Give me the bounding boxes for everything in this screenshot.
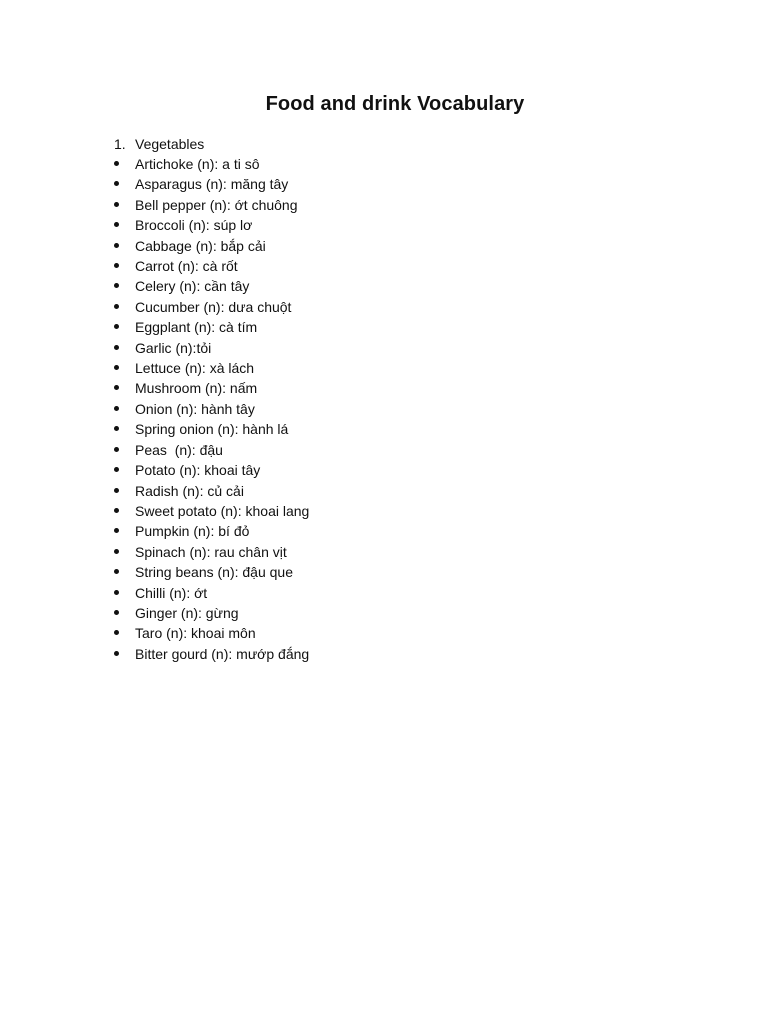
bullet-icon xyxy=(114,202,119,207)
list-item xyxy=(114,318,309,338)
bullet-icon xyxy=(114,467,119,472)
list-item xyxy=(114,563,309,583)
list-item xyxy=(114,645,309,665)
bullet-icon xyxy=(114,426,119,431)
bullet-icon xyxy=(114,263,119,268)
list-item xyxy=(114,196,309,216)
bullet-icon xyxy=(114,590,119,595)
bullet-icon xyxy=(114,610,119,615)
list-item-text: Cabbage (n): bắp cải xyxy=(135,237,266,254)
list-item xyxy=(114,216,309,236)
list-item xyxy=(114,420,309,440)
bullet-icon xyxy=(114,406,119,411)
list-item-text: Asparagus (n): măng tây xyxy=(135,176,289,193)
list-item-text: Spring onion (n): hành lá xyxy=(135,421,289,438)
list-item-text: Onion (n): hành tây xyxy=(135,400,255,417)
bullet-icon xyxy=(114,508,119,513)
list-item xyxy=(114,359,309,379)
bullet-icon xyxy=(114,181,119,186)
list-item xyxy=(114,522,309,542)
list-item-text: Bell pepper (n): ớt chuông xyxy=(135,196,298,213)
list-item xyxy=(114,400,309,420)
section-heading xyxy=(114,135,204,153)
list-item xyxy=(114,502,309,522)
bullet-icon xyxy=(114,447,119,452)
list-item-text: Pumpkin (n): bí đỏ xyxy=(135,523,250,540)
list-item xyxy=(114,604,309,624)
bullet-icon xyxy=(114,222,119,227)
list-item-text: Taro (n): khoai môn xyxy=(135,625,256,642)
list-item-text: Eggplant (n): cà tím xyxy=(135,319,258,336)
bullet-icon xyxy=(114,345,119,350)
section-number: 1. xyxy=(114,136,126,152)
bullet-icon xyxy=(114,528,119,533)
list-item-text: Potato (n): khoai tây xyxy=(135,462,261,479)
list-item xyxy=(114,155,309,175)
list-item xyxy=(114,175,309,195)
bullet-icon xyxy=(114,569,119,574)
list-item xyxy=(114,461,309,481)
list-item-text: Cucumber (n): dưa chuột xyxy=(135,298,292,315)
bullet-icon xyxy=(114,385,119,390)
list-item xyxy=(114,298,309,318)
list-item xyxy=(114,257,309,277)
vocabulary-list xyxy=(114,155,309,665)
list-item-text: Broccoli (n): súp lơ xyxy=(135,217,253,234)
list-item-text: Bitter gourd (n): mướp đắng xyxy=(135,645,310,662)
list-item-text: Mushroom (n): nấm xyxy=(135,380,258,397)
section-title: Vegetables xyxy=(135,136,205,152)
bullet-icon xyxy=(114,161,119,166)
list-item-text: Peas (n): đậu xyxy=(135,441,223,458)
list-item xyxy=(114,237,309,257)
list-item-text: Celery (n): cần tây xyxy=(135,278,250,295)
bullet-icon xyxy=(114,243,119,248)
list-item-text: Artichoke (n): a ti sô xyxy=(135,156,260,172)
bullet-icon xyxy=(114,304,119,309)
bullet-icon xyxy=(114,549,119,554)
bullet-icon xyxy=(114,324,119,329)
list-item-text: String beans (n): đậu que xyxy=(135,564,293,581)
bullet-icon xyxy=(114,651,119,656)
list-item-text: Garlic (n):tỏi xyxy=(135,339,212,356)
list-item xyxy=(114,543,309,563)
list-item-text: Lettuce (n): xà lách xyxy=(135,360,255,377)
list-item-text: Radish (n): củ cải xyxy=(135,482,244,499)
bullet-icon xyxy=(114,488,119,493)
bullet-icon xyxy=(114,630,119,635)
bullet-icon xyxy=(114,365,119,370)
list-item xyxy=(114,379,309,399)
list-item-text: Ginger (n): gừng xyxy=(135,604,239,621)
list-item xyxy=(114,624,309,644)
list-item xyxy=(114,482,309,502)
list-item xyxy=(114,584,309,604)
document-title: Food and drink Vocabulary xyxy=(265,93,525,115)
list-item xyxy=(114,277,309,297)
list-item-text: Sweet potato (n): khoai lang xyxy=(135,502,310,519)
list-item-text: Chilli (n): ớt xyxy=(135,584,208,601)
list-item-text: Carrot (n): cà rốt xyxy=(135,258,238,275)
list-item-text: Spinach (n): rau chân vịt xyxy=(135,543,287,560)
list-item xyxy=(114,339,309,359)
list-item xyxy=(114,441,309,461)
bullet-icon xyxy=(114,283,119,288)
